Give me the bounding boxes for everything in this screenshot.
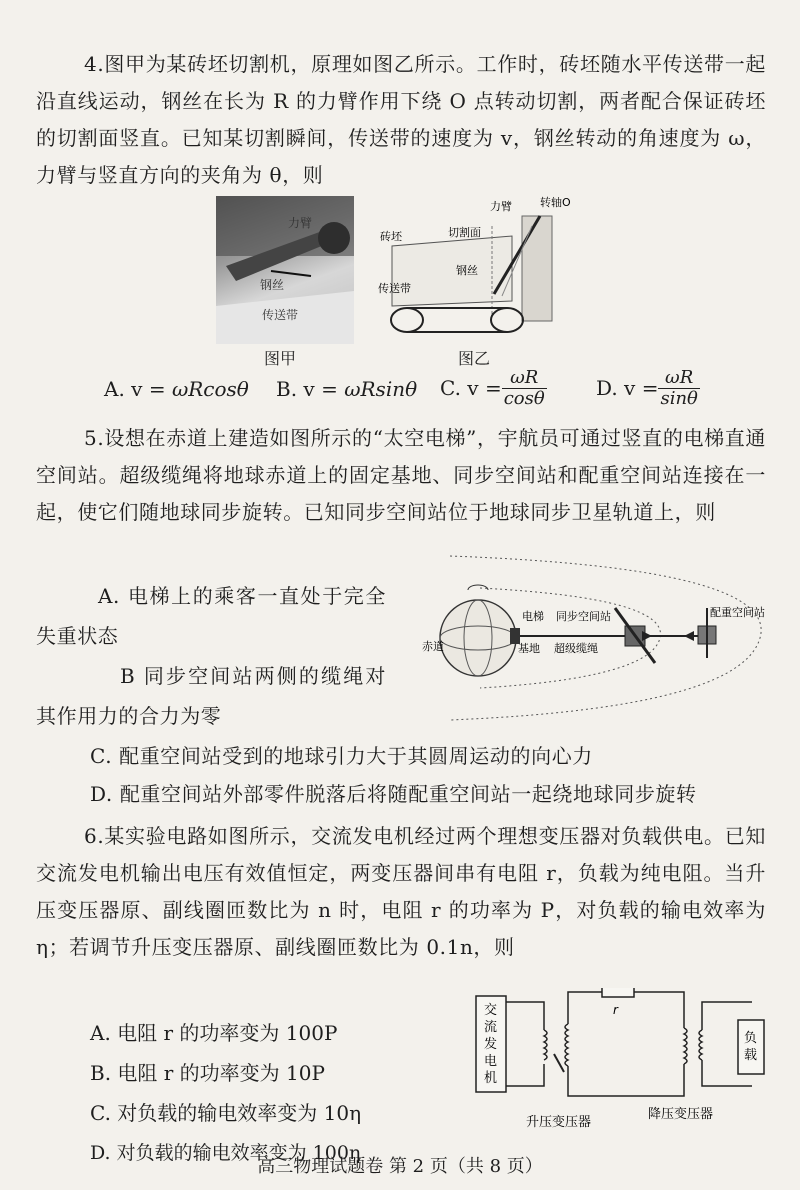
q4-option-d: D. v = $\frac{\omega R}{\sin\theta}$ [596,366,698,409]
q4-figure-b-diagram [372,196,572,346]
label-cut-surface: 切割面 [448,226,481,239]
label-counter-station: 配重空间站 [710,606,765,619]
load-box [738,1020,764,1074]
page-footer: 高三物理试题卷 第 2 页（共 8 页） [257,1156,543,1177]
q5-option-d: D. 配重空间站外部零件脱落后将随配重空间站一起绕地球同步旋转 [90,782,697,806]
photo-label-arm: 力臂 [288,216,313,230]
label-sync-station: 同步空间站 [556,610,611,623]
q6-option-d: D. 对负载的输电效率变为 100η [90,1142,361,1164]
label-arm: 力臂 [490,200,512,213]
q6-stem: 6.某实验电路如图所示，交流发电机经过两个理想变压器对负载供电。已知交流发电机输出电压有效值恒定，两变压器间串有电阻 r，负载为纯电阻。当升压变压器原、副线圈匝数比为 n 时，电阻 r 的功率为 P，对负载的输电效率为 η；若调节升压变压器原、副线圈匝数比为 0.1n，则 [36,824,766,959]
q5-option-c: C. 配重空间站受到的地球引力大于其圆周运动的向心力 [90,744,593,768]
q5-option-b: B 同步空间站两侧的缆绳对其作用力的合力为零 [36,664,386,728]
q6-option-b: B. 电阻 r 的功率变为 10P [90,1061,325,1085]
q4-stem: 4.图甲为某砖坯切割机，原理如图乙所示。工作时，砖坯随水平传送带一起沿直线运动，钢丝在长为 R 的力臂作用下绕 O 点转动切割，两者配合保证砖坯的切割面竖直。已知某切割瞬间，传送带的速度为 v，钢丝转动的角速度为 ω，力臂与竖直方向的夹角为 θ，则 [36,52,766,187]
q4-figure-b-caption: 图乙 [458,349,491,368]
fraction: $\frac{\omega R}{\cos\theta}$ [503,366,545,409]
label-step-down: 降压变压器 [648,1107,714,1122]
label-axis-o: 转轴O [540,196,571,209]
label-generator: 交流发电机 [484,1003,498,1086]
q4-option-c: C. v = $\frac{\omega R}{\cos\theta}$ [440,366,545,409]
label-resistor: r [613,1003,618,1017]
q6-option-c: C. 对负载的输电效率变为 10η [90,1101,362,1125]
label-brick: 砖坯 [380,230,402,243]
label-cable: 超级缆绳 [554,642,598,655]
q5-stem: 5.设想在赤道上建造如图所示的“太空电梯”，宇航员可通过竖直的电梯直通空间站。超级缆绳将地球赤道上的固定基地、同步空间站和配重空间站连接在一起，使它们随地球同步旋转。已知同步空间站位于地球同步卫星轨道上，则 [36,426,766,524]
adjust-arrow-icon [554,1054,564,1072]
photo-label-wire: 钢丝 [260,278,285,292]
label-elevator: 电梯 [522,610,544,623]
label-wire: 钢丝 [456,264,478,277]
q4-figure-a-photo [216,196,354,344]
q6-option-a: A. 电阻 r 的功率变为 100P [90,1021,338,1045]
fraction: $\frac{\omega R}{\sin\theta}$ [660,366,698,409]
label-belt: 传送带 [378,282,411,295]
label-load: 负载 [744,1031,758,1063]
label-equator: 赤道 [422,640,444,653]
q4-option-a: A. v = ωRcosθ [104,377,249,401]
q6-circuit-diagram [470,988,770,1138]
photo-label-belt: 传送带 [262,308,299,322]
q5-option-a: A. 电梯上的乘客一直处于完全失重状态 [36,584,386,648]
label-step-up: 升压变压器 [526,1115,592,1130]
q4-option-b: B. v = ωRsinθ [276,377,418,401]
q4-figure-a-caption: 图甲 [264,349,297,368]
label-base: 基地 [518,642,540,655]
q5-space-elevator-diagram [420,548,780,728]
